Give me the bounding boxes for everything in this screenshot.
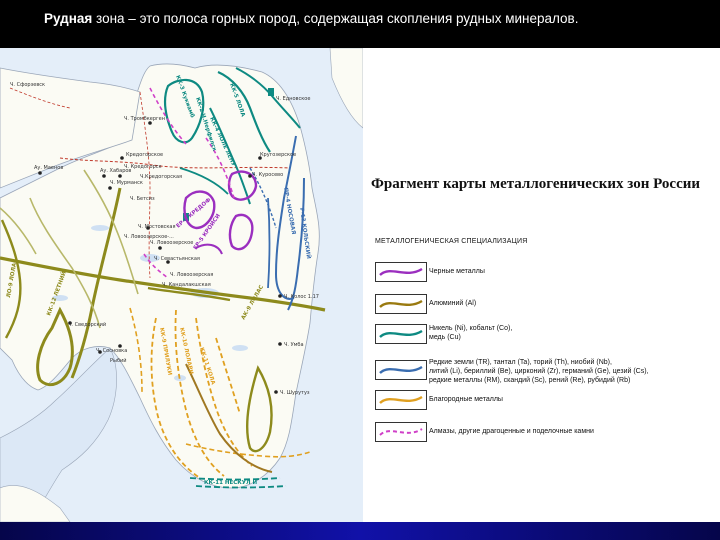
map-title: Фрагмент карты металлогенических зон России — [371, 176, 701, 192]
place-label: Кредогорское — [126, 152, 164, 158]
zone-label: КК-2 Ч.Нерфилск — [194, 96, 218, 153]
zone-label: Р-13 КОЛЬСКИЙ — [298, 207, 312, 260]
legend-swatch — [375, 422, 427, 442]
legend-heading: МЕТАЛЛОГЕНИЧЕСКАЯ СПЕЦИАЛИЗАЦИЯ — [375, 238, 528, 245]
place-label: Ч. Кандалакшская — [162, 282, 211, 288]
zone-label: КК-3 Кукиамб — [174, 74, 196, 119]
zone-label: ПР-4 НОСОВАЯ — [282, 187, 297, 235]
place-label: Ч. Бетсиз — [130, 196, 155, 202]
slide-caption — [44, 11, 578, 26]
slide-header — [0, 0, 720, 48]
place-label: Ч. Севастьянская — [154, 256, 200, 262]
zone-label: АК-9 ЛОЛАС — [240, 284, 266, 321]
zone-label: ЕР-5 КРОИСИ — [192, 213, 222, 252]
place-label: Ч. Колос 1.17 — [284, 294, 319, 300]
zone-label: ЛО-9 ЛОЛАС — [6, 258, 19, 299]
place-label: Рыбий — [110, 358, 127, 364]
place-label: Ау. Хабаров — [100, 168, 132, 174]
legend-swatch — [375, 360, 427, 380]
place-label: Ч. Тромбкерген — [124, 116, 165, 122]
legend-label: литий (Li), бериллий (Be), цирконий (Zr), германий (Ge), цезий (Cs), — [429, 368, 649, 375]
metallogenic-map — [0, 48, 363, 522]
place-label: Ч. Сосновка — [96, 348, 128, 354]
place-label: Ч.Кредогорская — [140, 174, 183, 180]
place-label: Кругозерское — [260, 152, 297, 158]
place-label: Ч. Сфорзевск — [10, 82, 46, 88]
legend-label: Редкие земли (TR), тантал (Ta), торий (Th), ниобий (Nb), — [429, 359, 612, 366]
zone-label: КК-4 ЛОЛЕ ЛЕНУ — [208, 116, 237, 168]
zone-label: КК-11 КОЛА — [198, 346, 216, 386]
place-label: Ч. Ловоозерская — [170, 272, 214, 278]
legend-label: медь (Cu) — [429, 334, 461, 341]
legend-swatch — [375, 294, 427, 314]
zone-label: КК-9 ПРИЛУКИ — [158, 327, 173, 376]
legend-label: Благородные металлы — [429, 396, 503, 403]
legend-label: Алмазы, другие драгоценные и поделочные камни — [429, 428, 594, 435]
place-label: Ч. Шурутуз — [280, 390, 310, 396]
place-label: Ч. Кредогорск — [124, 164, 162, 170]
legend-label: Алюминий (Al) — [429, 300, 477, 307]
slide-footer-bar — [0, 522, 720, 540]
place-label: Ч. Сведорский — [68, 322, 107, 328]
zone-label: КК-11 НЕСКУЛ И — [204, 480, 258, 486]
zone-label: КК-10 ЛОЛАРИ — [178, 327, 194, 375]
legend-swatch — [375, 324, 427, 344]
legend-swatch — [375, 390, 427, 410]
legend-label: Никель (Ni), кобальт (Co), — [429, 325, 513, 332]
place-label: Ч. Мостовская — [138, 224, 176, 230]
caption-definition: зона – это полоса горных пород, содержащая скопления рудных минералов. — [92, 11, 579, 26]
place-label: Ч. Ловоозерское-... — [124, 234, 174, 240]
zone-label: КК-12 ЛЕТНИЙ — [46, 270, 68, 317]
legend-label: редкие металлы (RM), скандий (Sc), рений (Re), рубидий (Rb) — [429, 377, 631, 384]
zone-label: КК-5 ЛОЛА — [228, 82, 246, 118]
place-label: Ч. Мурманск — [110, 180, 143, 186]
legend-panel — [363, 48, 720, 522]
legend-swatch — [375, 262, 427, 282]
place-label: Ч. Куросево — [252, 172, 284, 178]
slide-content — [0, 48, 720, 522]
place-label: Ау. Маенов — [34, 165, 64, 171]
place-label: Ч. Ловоозерское — [150, 240, 194, 246]
place-label: Ч. Едновское — [276, 96, 311, 102]
place-label: Ч. Умба — [284, 342, 304, 348]
map-labels-svg — [0, 48, 363, 522]
caption-bold-term: Рудная — [44, 11, 93, 26]
legend-label: Черные металлы — [429, 268, 485, 275]
zone-label: ЕР-3 КРЕДОФ — [175, 197, 213, 230]
